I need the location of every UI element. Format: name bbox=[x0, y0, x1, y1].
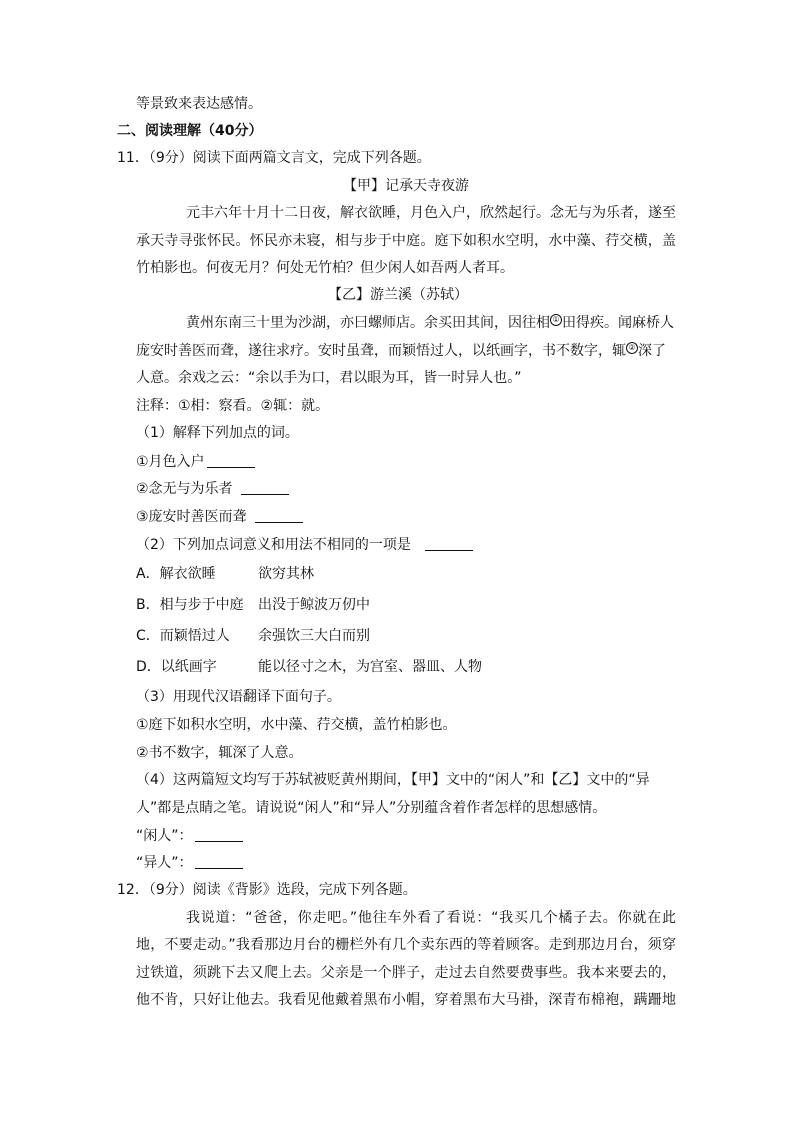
passage-yi-line: 人意。余戏之云：“余以手为口，君以眼为耳，皆一时异人也。” bbox=[136, 370, 522, 386]
option-pair: 余强饮三大白而别 bbox=[258, 628, 370, 644]
option-pair: 出没于鲸波万仞中 bbox=[258, 597, 370, 613]
passage-jia-line: 竹柏影也。何夜无月？何处无竹柏？但少闲人如吾两人者耳。 bbox=[136, 260, 514, 276]
option-pair: 能以径寸之木，为宫室、器皿、人物 bbox=[258, 659, 482, 675]
item-text: ②念无与为乐者 bbox=[136, 481, 233, 497]
item-text: “闲人”： bbox=[136, 828, 193, 844]
answer-blank[interactable] bbox=[425, 536, 473, 551]
answer-blank[interactable] bbox=[195, 854, 243, 869]
passage-jia-line: 元丰六年十月十二日夜，解衣欲睡，月色入户，欣然起行。念无与为乐者，遂至 bbox=[186, 205, 676, 221]
question-11-stem: 11．（9分）阅读下面两篇文言文，完成下列各题。 bbox=[117, 150, 431, 166]
item-text: （2）下列加点词意义和用法不相同的一项是 bbox=[136, 537, 411, 553]
option-label: A．解衣欲睡 bbox=[136, 566, 216, 582]
sub-question-1-item bbox=[136, 507, 303, 527]
reading-passage-line: 他不肯，只好让他去。我看见他戴着黑布小帽，穿着黑布大马褂，深青布棉袍，蹒跚地 bbox=[136, 992, 676, 1008]
answer-blank[interactable] bbox=[255, 508, 303, 523]
footnote-marker-2: ② bbox=[626, 342, 638, 354]
sub-question-3: （3）用现代汉语翻译下面句子。 bbox=[136, 689, 341, 705]
sub-question-4-item bbox=[136, 826, 243, 846]
footnote-marker-1: ① bbox=[550, 314, 562, 326]
passage-jia-line: 承天寺寻张怀民。怀民亦未寝，相与步于中庭。庭下如积水空明，水中藻、荇交横，盖 bbox=[136, 233, 676, 249]
option-label: C．而颖悟过人 bbox=[136, 628, 230, 644]
sub-question-3-item: ②书不数字，辄深了人意。 bbox=[136, 745, 303, 761]
sub-question-4: 人”都是点睛之笔。请说说“闲人”和“异人”分别蕴含着作者怎样的思想感情。 bbox=[136, 800, 607, 816]
passage-yi-line bbox=[136, 341, 666, 361]
sub-question-3-item: ①庭下如积水空明，水中藻、荇交横，盖竹柏影也。 bbox=[136, 717, 457, 733]
passage-yi-text: 黄州东南三十里为沙湖，亦曰螺师店。余买田其间，因往相 bbox=[186, 315, 550, 331]
answer-blank[interactable] bbox=[207, 453, 255, 468]
footnotes: 注释：①相：察看。②辄：就。 bbox=[136, 398, 330, 414]
sub-question-1-item bbox=[136, 452, 255, 472]
reading-passage-line: 过铁道，须跳下去又爬上去。父亲是一个胖子，走过去自然要费事些。我本来要去的， bbox=[136, 965, 676, 981]
item-text: ①月色入户 bbox=[136, 454, 205, 470]
item-text: “异人”： bbox=[136, 855, 193, 871]
reading-passage-line: 我说道：“爸爸，你走吧。”他往车外看了看说：“我买几个橘子去。你就在此 bbox=[186, 910, 676, 926]
prev-answer-tail: 等景致来表达感情。 bbox=[136, 96, 262, 112]
sub-question-1: （1）解释下列加点的词。 bbox=[136, 425, 299, 441]
sub-question-1-item bbox=[136, 479, 289, 499]
option-label: B．相与步于中庭 bbox=[136, 597, 244, 613]
question-12-stem: 12．（9分）阅读《背影》选段，完成下列各题。 bbox=[117, 882, 417, 898]
answer-blank[interactable] bbox=[195, 827, 243, 842]
passage-yi-title: 【乙】游兰溪（苏轼） bbox=[328, 287, 468, 303]
answer-blank[interactable] bbox=[241, 480, 289, 495]
option-label: D．以纸画字 bbox=[136, 659, 217, 675]
section-heading-reading: 二、阅读理解（40分） bbox=[117, 123, 263, 139]
reading-passage-line: 地，不要走动。”我看那边月台的栅栏外有几个卖东西的等着顾客。走到那边月台，须穿 bbox=[136, 937, 676, 953]
passage-yi-text: 田得疾。闻麻桥人 bbox=[562, 315, 674, 331]
passage-yi-text: 庞安时善医而聋，遂往求疗。安时虽聋，而颖悟过人，以纸画字，书不数字，辄 bbox=[136, 343, 626, 359]
sub-question-4-item bbox=[136, 853, 243, 873]
passage-yi-text: 深了 bbox=[638, 343, 666, 359]
item-text: ③庞安时善医而聋 bbox=[136, 509, 247, 525]
option-pair: 欲穷其林 bbox=[258, 566, 314, 582]
passage-yi-line bbox=[186, 313, 674, 333]
passage-jia-title: 【甲】记承天寺夜游 bbox=[343, 178, 469, 194]
sub-question-2 bbox=[136, 535, 473, 555]
sub-question-4: （4）这两篇短文均写于苏轼被贬黄州期间，【甲】文中的“闲人”和【乙】文中的“异 bbox=[136, 772, 650, 788]
